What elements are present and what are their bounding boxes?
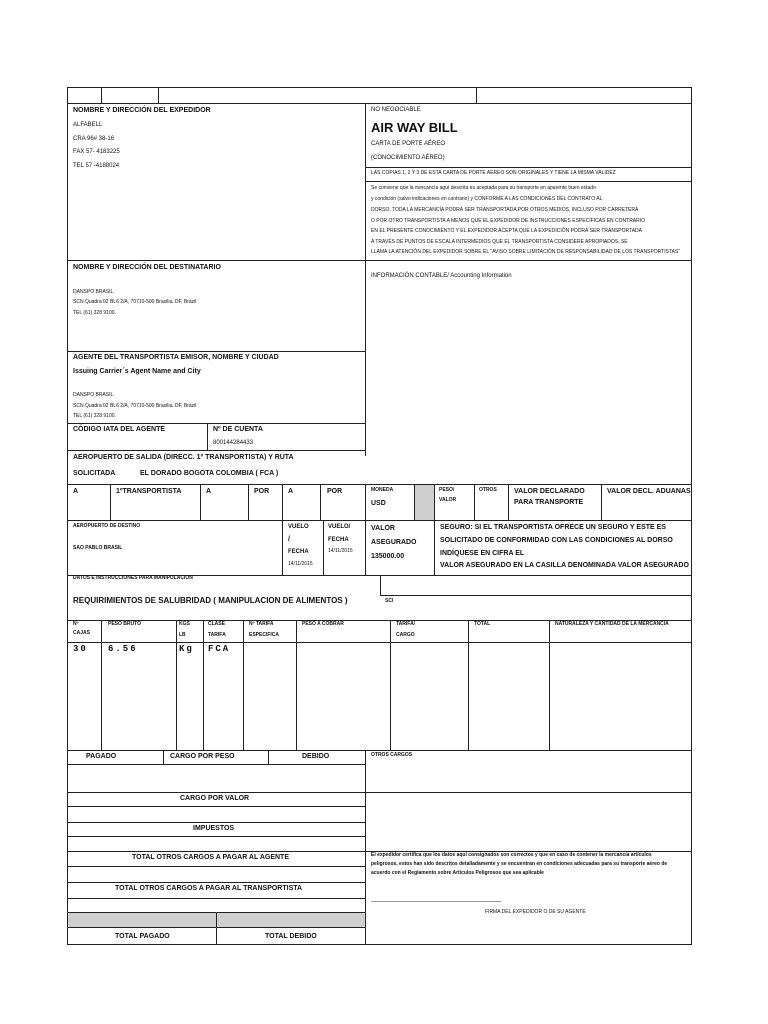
consignee-line: SCN Quadra 02 BL6 2/A, 70710-500 Brasilia, DF, Brazil: [73, 299, 197, 305]
col-rate-class-2: TARIFA: [208, 632, 226, 638]
destination-airport-value: SAO PABLO BRASIL: [73, 545, 123, 551]
other-label: OTROS: [479, 487, 497, 493]
total-other-charges-agent-label: TOTAL OTROS CARGOS A PAGAR AL AGENTE: [132, 854, 289, 861]
terms-line: DORSO. TODA LA MERCANCÍA PODRÁ SER TRANSPORTADA POR OTROS MEDIOS, INCLUSO POR CARRETERA: [371, 207, 639, 213]
weight-value-label: VALOR: [439, 497, 457, 503]
cargo-weight-value: 6.56: [108, 644, 138, 654]
handling-instructions: REQUIRIMIENTOS DE SALUBRIDAD ( MANIPULACION DE ALIMENTOS ): [73, 596, 348, 605]
col-rate-charge: TARIFA/: [396, 621, 416, 627]
flight-date-value-2: 14/11/2015: [328, 548, 353, 554]
shipper-header: NOMBRE Y DIRECCIÓN DEL EXPEDIDOR: [73, 107, 211, 114]
agent-line: TEL (61) 328 9100.: [73, 413, 116, 419]
collect-label: DEBIDO: [302, 753, 330, 760]
accounting-info-label: INFORMACIÓN CONTABLE/ Accounting Information: [371, 273, 512, 279]
consignee-line: TEL (61) 328 9100.: [73, 310, 116, 316]
awb-subtitle: (CONOCIMIENTO AÉREO): [371, 155, 445, 161]
other-charges-label: OTROS CARGOS: [371, 752, 413, 758]
col-pieces: Nº: [73, 621, 79, 627]
terms-line: LLAMA LA ATENCIÓN DEL EXPEDIDOR SOBRE EL "AVISO SOBRE LIMITACIÓN DE RESPONSABILIDAD DE LOS TRANSPORTISTAS": [371, 249, 681, 255]
col-kg-lb: KGS: [179, 621, 190, 627]
sci-label: SCI: [385, 598, 394, 604]
flight-date-label-1b: FECHA: [288, 549, 309, 555]
declared-value-carriage-label-2: PARA TRANSPORTE: [514, 499, 584, 506]
not-negotiable-label: NO NEGOCIABLE: [371, 107, 421, 113]
cargo-unit-value: Kg: [179, 644, 194, 654]
terms-line: O POR OTRO TRANSPORTISTA A MENOS QUE EL EXPEDIDOR DE INSTRUCCIONES ESPECÍFICAS EN CONTRARIO: [371, 218, 646, 224]
shipper-line: CRA 96# 38-16: [73, 136, 115, 142]
col-chargeable-weight: PESO A COBRAR: [302, 621, 344, 627]
insurance-note: SEGURO: SI EL TRANSPORTISTA OFRECE UN SEGURO Y ESTE ES: [440, 524, 666, 531]
shaded-cell: [415, 485, 434, 520]
valuation-charge-label: CARGO POR VALOR: [180, 795, 250, 802]
awb-subtitle: CARTA DE PORTE AÉREO: [371, 141, 446, 147]
col-total: TOTAL: [474, 621, 491, 627]
terms-line: y condición (salvo indicaciones en contrario) y CONFORME A LAS CONDICIONES DEL CONTRATO AL: [371, 196, 603, 202]
iata-code-label: CÓDIGO IATA DEL AGENTE: [73, 426, 166, 433]
col-commodity-item-2: ESPECIFICA: [249, 632, 280, 638]
awb-title: AIR WAY BILL: [371, 120, 458, 135]
shipper-certification: El expedidor certifica que los datos aquí consignados son correctos y que en caso de contener la mercancía artículos: [371, 852, 652, 858]
terms-line: A TRAVÉS DE PUNTOS DE ESCALA INTERMEDIOS QUE EL TRANSPORTISTA CONSIDERE APROPIADOS. SE: [371, 239, 628, 245]
handling-label: DATOS E INSTRUCCIONES PARA MANIPULACION: [73, 575, 193, 581]
routing-by-2: POR: [327, 488, 343, 495]
flight-date-separator: /: [288, 536, 290, 543]
flight-date-label-1: VUELO: [288, 524, 309, 530]
destination-airport-label: AEROPUERTO DE DESTINO: [73, 523, 141, 529]
shipper-certification: acuerdo con el Reglamento sobre Artículos Peligrosos que sea aplicable: [371, 870, 544, 876]
account-number-value: 800144284433: [213, 440, 254, 446]
prepaid-label: PAGADO: [86, 753, 117, 760]
col-kg-lb-2: LB: [179, 632, 186, 638]
weight-charge-label: CARGO POR PESO: [170, 753, 235, 760]
routing-to-3: A: [288, 488, 294, 495]
routing-to-1: A: [73, 488, 79, 495]
col-rate-charge-2: CARGO: [396, 632, 415, 638]
flight-date-label-2: VUELO/: [328, 524, 351, 530]
col-pieces-2: CAJAS: [73, 630, 90, 636]
departure-airport: EL DORADO BOGOTA COLOMBIA ( FCA ): [140, 470, 279, 477]
shipper-line: FAX 57- 4183225: [73, 149, 120, 155]
consignee-header: NOMBRE Y DIRECCIÓN DEL DESTINATARIO: [73, 264, 221, 271]
terms-line: EN EL PRESENTE CONOCIMIENTO Y EL EXPEDIDOR ACEPTA QUE LA EXPEDICIÓN PODRÁ SER TRANSPORTADA: [371, 228, 642, 234]
terms-line: Se conviene que la mercancía aquí descrita es aceptada para su transporte en aparente buen estado: [371, 185, 596, 191]
insurance-note: SOLICITADO DE CONFORMIDAD CON LAS CONDICIONES AL DORSO: [440, 537, 673, 544]
insured-value-label-2: ASEGURADO: [371, 539, 417, 546]
cargo-class-value: FCA: [208, 644, 231, 654]
signature-line: --------------------------------------------------------------------------------------------------------------------------: [371, 899, 501, 905]
agent-header: AGENTE DEL TRANSPORTISTA EMISOR, NOMBRE Y CIUDAD: [73, 354, 279, 361]
weight-value-label: PESO/: [439, 487, 455, 493]
shipper-certification: peligrosos, estos han sido descritos detalladamente y se encuentran en condiciones adecuadas para su transporte aéreo de: [371, 861, 668, 867]
shipper-signature-label: FIRMA DEL EXPEDIDOR O DE SU AGENTE: [485, 909, 586, 915]
cargo-pieces-value: 30: [73, 644, 88, 654]
agent-line: SCN Quadra 02 BL6 2/A, 70710-500 Brasilia, DF, Brazil: [73, 403, 197, 409]
agent-header-en: Issuing Carrier´s Agent Name and City: [73, 368, 201, 375]
tax-label: IMPUESTOS: [193, 825, 235, 832]
total-collect-label: TOTAL DEBIDO: [265, 933, 317, 940]
col-rate-class: CLASE: [208, 621, 225, 627]
currency-value: USD: [371, 500, 386, 507]
routing-by-1: POR: [254, 488, 270, 495]
copies-note: LAS COPIAS 1, 2 Y 3 DE ESTA CARTA DE PORTE AEREO SON ORIGINALES Y TIENE LA MISMA VALIDEZ: [371, 170, 616, 176]
insurance-note: INDÍQUESE EN CIFRA EL: [440, 550, 525, 557]
consignee-line: DANSPO BRASIL: [73, 289, 114, 295]
insured-value-label: VALOR: [371, 525, 395, 532]
flight-date-label-2b: FECHA: [328, 537, 349, 543]
declared-value-carriage-label: VALOR DECLARADO: [514, 488, 585, 495]
awb-number-strip: [67, 87, 692, 104]
account-number-label: Nº DE CUENTA: [213, 426, 263, 433]
declared-value-customs-label: VALOR DECL. ADUANAS: [607, 488, 691, 495]
shipper-line: TEL 57 -4188024: [73, 163, 120, 169]
col-commodity-item: Nº TARIFA: [249, 621, 274, 627]
first-carrier-label: 1ºTRANSPORTISTA: [116, 488, 182, 495]
col-nature-goods: NATURALEZA Y CANTIDAD DE LA MERCANCÍA: [555, 621, 669, 627]
col-gross-weight: PESO BRUTO: [108, 621, 141, 627]
departure-label-2: SOLICITADA: [73, 470, 116, 477]
insurance-note: VALOR ASEGURADO EN LA CASILLA DENOMINADA VALOR ASEGURADO: [440, 562, 689, 569]
insured-value-amount: 135000.00: [371, 553, 405, 560]
shipper-line: ALFABELL: [73, 122, 103, 128]
departure-label: AEROPUERTO DE SALIDA (DIRECC. 1º TRANSPORTISTA) Y RUTA: [73, 454, 294, 461]
routing-to-2: A: [206, 488, 212, 495]
total-prepaid-label: TOTAL PAGADO: [115, 933, 170, 940]
flight-date-value-1: 14/11/2015: [288, 561, 313, 567]
currency-label: MONEDA: [371, 487, 394, 493]
agent-line: DANSPO BRASIL: [73, 392, 114, 398]
total-other-charges-carrier-label: TOTAL OTROS CARGOS A PAGAR AL TRANSPORTISTA: [115, 885, 303, 892]
